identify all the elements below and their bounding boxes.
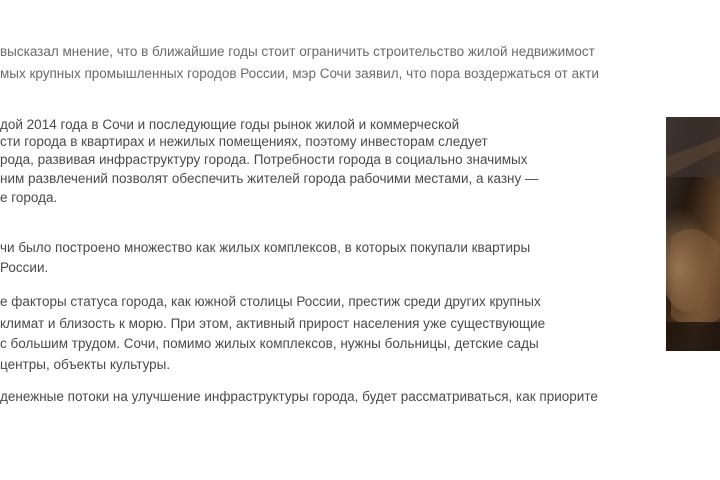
paragraph-1-line: дой 2014 года в Сочи и последующие годы рынок жилой и коммерческой: [0, 117, 460, 132]
paragraph-1-line: рода, развивая инфраструктуру города. Потребности города в социально значимых: [0, 152, 528, 167]
paragraph-3-line: с большим трудом. Сочи, помимо жилых комплексов, нужны больницы, детские сады: [0, 336, 539, 351]
lead-line-2: мых крупных промышленных городов России, мэр Сочи заявил, что пора воздержаться от акти: [0, 66, 599, 81]
interior-photo-icon: [666, 117, 720, 351]
paragraph-3-line: климат и близость к морю. При этом, активный прирост населения уже существующие: [0, 316, 546, 331]
paragraph-2-line: чи было построено множество как жилых комплексов, в которых покупали квартиры: [0, 240, 531, 255]
paragraph-1-line: е города.: [0, 190, 58, 205]
paragraph-1-line: сти города в квартирах и нежилых помещениях, поэтому инвесторам следует: [0, 134, 488, 149]
paragraph-4-line: денежные потоки на улучшение инфраструктуры города, будет рассматриваться, как приорите: [0, 389, 598, 404]
interior-photo: [666, 117, 720, 351]
paragraph-3-line: е факторы статуса города, как южной столицы России, престиж среди других крупных: [0, 294, 541, 309]
paragraph-2-line: России.: [0, 260, 49, 275]
paragraph-3-line: центры, объекты культуры.: [0, 357, 171, 372]
paragraph-1-line: ним развлечений позволят обеспечить жителей города рабочими местами, а казну —: [0, 171, 539, 186]
lead-line-1: высказал мнение, что в ближайшие годы стоит ограничить строительство жилой недвижимост: [0, 44, 595, 59]
